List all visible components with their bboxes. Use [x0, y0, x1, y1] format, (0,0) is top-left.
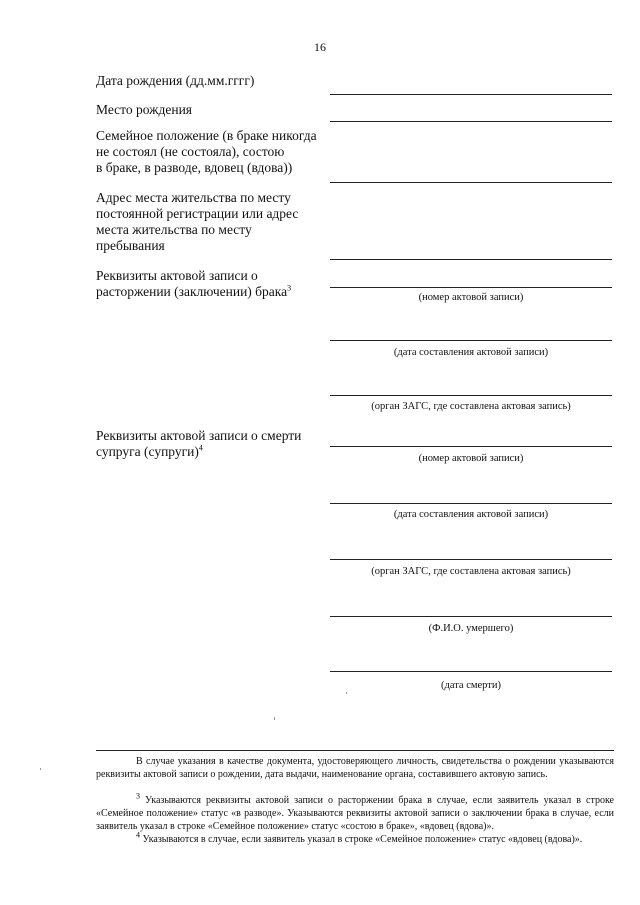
page-number: 16 [314, 40, 326, 54]
label-address: Адрес места жительства по месту постоянной регистрации или адрес места жительства по месту пребывания [96, 190, 299, 253]
label-divorce-record [96, 268, 291, 300]
label-birth-place: Место рождения [96, 102, 193, 117]
address-line[interactable] [330, 259, 612, 260]
death-record-zags-line[interactable] [330, 559, 612, 560]
footnote-4 [96, 830, 614, 846]
label-marital-status: Семейное положение (в браке никогда не состоял (не состояла), состою в браке, в разводе, вдовец (вдова)) [96, 128, 317, 175]
caption-divorce-record-date: (дата составления актовой записи) [393, 347, 549, 358]
footnote-ref-3: 3 [287, 283, 292, 293]
caption-death-record-zags: (орган ЗАГС, где составлена актовая запись) [371, 566, 571, 577]
marital-status-line[interactable] [330, 182, 612, 183]
divorce-record-number-line[interactable] [330, 287, 612, 288]
footnote-3-mark: 3 [136, 791, 140, 801]
death-record-number-line[interactable] [330, 446, 612, 447]
caption-death-record-number: (номер актовой записи) [418, 453, 524, 464]
caption-death-record-date: (дата составления актовой записи) [393, 509, 549, 520]
deceased-name-line[interactable] [330, 616, 612, 617]
footnote-4-mark: 4 [136, 830, 140, 840]
caption-divorce-record-number: (номер актовой записи) [418, 292, 524, 303]
label-death-record [96, 428, 301, 460]
divorce-record-date-line[interactable] [330, 340, 612, 341]
caption-divorce-record-zags: (орган ЗАГС, где составлена актовая запись) [371, 401, 571, 412]
scan-speck [40, 768, 41, 770]
footnote-ref-4: 4 [198, 443, 203, 453]
label-death-record-text: Реквизиты актовой записи о смерти супруга (супруги) [96, 428, 302, 459]
birth-date-line[interactable] [330, 94, 612, 95]
label-divorce-record-text: Реквизиты актовой записи о расторжении (заключении) брака [96, 268, 288, 299]
death-date-line[interactable] [330, 671, 612, 672]
footnote-2-text: В случае указания в качестве документа, удостоверяющего личность, свидетельства о рождении указываются реквизиты актовой записи о рождении, дата выдачи, наименование органа, составившего актовую запись. [96, 756, 614, 780]
caption-deceased-name: (Ф.И.О. умершего) [428, 623, 514, 634]
footnote-4-text: Указываются в случае, если заявитель указал в строке «Семейное положение» статус «вдовец (вдова)». [142, 834, 583, 845]
divorce-record-zags-line[interactable] [330, 395, 612, 396]
footnote-separator [96, 750, 614, 751]
footnote-2 [96, 755, 614, 781]
birth-place-line[interactable] [330, 121, 612, 122]
scan-speck [346, 692, 347, 694]
scan-speck [274, 717, 275, 720]
footnote-3 [96, 791, 614, 833]
death-record-date-line[interactable] [330, 503, 612, 504]
caption-death-date: (дата смерти) [440, 680, 501, 691]
label-birth-date: Дата рождения (дд.мм.гггг) [96, 73, 255, 88]
footnote-3-text: Указываются реквизиты актовой записи о расторжении брака в случае, если заявитель указал в строке «Семейное положение» статус «в разводе». Указываются реквизиты актовой записи о заключении брака в случае, если заявитель указал в строке «Семейное положение» статус «состою в браке», «вдовец (вдова)». [96, 795, 614, 832]
